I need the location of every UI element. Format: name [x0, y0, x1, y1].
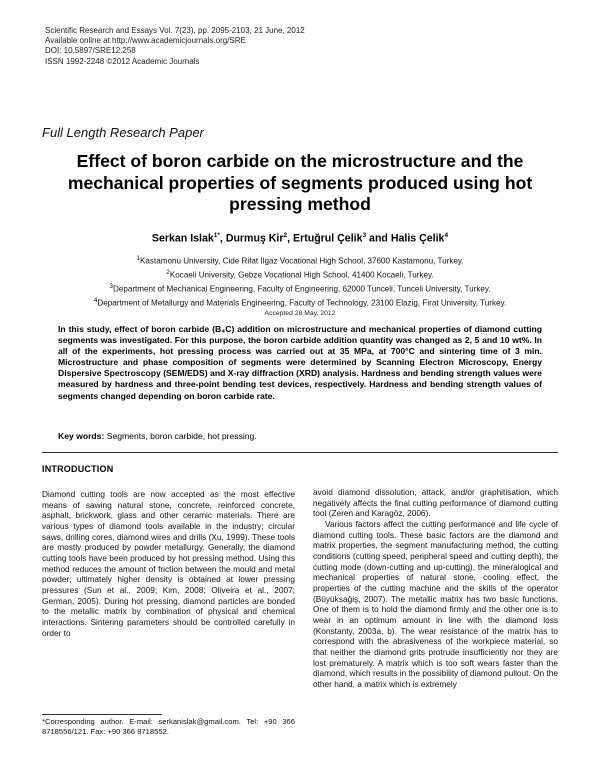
body-paragraph: avoid diamond dissolution, attack, and/or graphitisation, which negatively affects the final cutting performance of diamond cutting tool (Zeren and Karagöz, 2006). — [313, 487, 558, 519]
affiliation — [30, 295, 570, 309]
author-name: Halis Çelik — [390, 232, 445, 245]
keywords-text: Segments, boron carbide, hot pressing. — [104, 431, 257, 441]
affiliation-number: 4 — [93, 296, 98, 304]
journal-citation: Scientific Research and Essays Vol. 7(23), pp. 2095-2103, 21 June, 2012 — [45, 26, 305, 35]
doi: DOI: 10.5897/SRE12.258 — [45, 46, 136, 56]
accepted-date: Accepted 28 May, 2012 — [264, 310, 336, 317]
footnote-divider — [42, 714, 162, 715]
issn: ISSN 1992-2248 ©2012 Academic Journals — [45, 56, 200, 66]
keywords-label: Key words: — [58, 431, 105, 441]
corresponding-author-footnote: *Corresponding author. E-mail: serkanislak@gmail.com. Tel: +90 366 8718556/121. Fax: +90 366 8718552. — [42, 717, 295, 736]
affiliation — [30, 253, 570, 267]
affiliation-number: 2 — [166, 268, 170, 276]
author-list — [40, 232, 560, 245]
author-name: Ertuğrul Çelik — [293, 232, 363, 245]
affiliation-text: Department of Metallurgy and Materials Engineering, Faculty of Technology, 23100 Elazig, Firat University, Turkey. — [97, 298, 507, 308]
author-affiliation-mark: 3 — [362, 232, 367, 239]
affiliation-list — [30, 253, 570, 309]
body-paragraph: Various factors affect the cutting performance and life cycle of diamond cutting tools. These basic factors are the diamond and matrix properties, the segment manufacturing method, the cutting conditions (cutting speed, peripheral speed and cutting depth), the cutting mode (down-cutting and up-cutting), the mineralogical and mechanical properties of natural stone, cooling effect, the properties of the cutting machine and the skills of the operator (Büyüksağiş, 2007). The metallic matrix has two basic functions. One of them is to hold the diamond firmly and the other one is to wear in an optimum amount in line with the diamond loss (Konstanty, 2003a, b). The wear resistance of the matrix has to correspond with the abrasiveness of the workpiece material, so that neither the diamond grits protrude insufficiently nor they are lost prematurely. A matrix which is too soft wears faster than the diamond, which results in the possibility of diamond pullout. On the other hand, a matrix which is extremely — [313, 518, 558, 689]
body-paragraph: Diamond cutting tools are now accepted as the most effective means of sawing natural stone, concrete, reinforced concrete, asphalt, brickwork, glass and other ceramic materials. There are various types of diamond tools available in the industry; circular saws, drilling cores, diamond wires and drills (Xu, 1999). These tools are mostly produced by powder metallurgy. Generally, the diamond cutting tools have been produced by hot pressing method. Using this method reduces the amount of friction between the mould and metal powder; ultimately higher density is obtained at lower pressing pressures (Sun et al., 2009; Kim, 2008; Oliveira et al., 2007; German, 2005). During hot pressing, diamond particles are bonded to the metallic matrix by combination of physical and chemical interactions. Sintering parameters should be controlled carefully in order to — [42, 489, 295, 638]
author-separator: , — [287, 232, 294, 245]
author-separator: and — [366, 232, 391, 245]
section-heading-introduction: INTRODUCTION — [42, 464, 114, 474]
paper-type: Full Length Research Paper — [42, 125, 204, 140]
affiliation-text: Kastamonu University, Cide Rifat Ilgaz Vocational High School, 37600 Kastamonu, Turkey. — [140, 256, 464, 266]
affiliation-text: Department of Mechanical Engineering, Faculty of Engineering, 62000 Tunceli, Tunceli University, Turkey. — [113, 284, 491, 294]
left-column — [42, 489, 295, 638]
affiliation-number: 1 — [136, 255, 140, 262]
section-divider — [42, 452, 558, 453]
author-name: Serkan Islak — [151, 232, 214, 245]
paper-title: Effect of boron carbide on the microstructure and the mechanical properties of segments produced using hot pressing method — [67, 151, 533, 214]
abstract: In this study, effect of boron carbide (B₄C) addition on microstructure and mechanical properties of diamond cutting segments was investigated. For this purpose, the boron carbide addition quantity was changed as 2, 5 and 10 wt%. In all of the experiments, hot pressing process was carried out at 35 MPa, at 700°C and sintering time of 3 min. Microstructure and phase composition of segments were determined by Scanning Electron Microscopy, Energy Dispersive Spectroscopy (SEM/EDS) and X-ray diffraction (XRD) analysis. Hardness and bending strength values were measured by hardness and three-point bending test devices, respectively. Hardness and bending strength values of segments changed depending on boron carbide rate. — [58, 324, 542, 401]
author-separator: , — [219, 232, 226, 245]
journal-url: Available online at http://www.academicjournals.org/SRE — [45, 36, 246, 46]
journal-header — [45, 26, 305, 67]
author-affiliation-mark: 4 — [444, 232, 449, 239]
right-column — [313, 487, 558, 689]
author-affiliation-mark: 2 — [283, 232, 288, 239]
affiliation-text: Kocaeli University, Gebze Vocational High School, 41400 Kocaeli, Turkey. — [169, 270, 434, 280]
affiliation — [30, 267, 570, 281]
keywords — [58, 431, 257, 441]
author-name: Durmuş Kir — [225, 232, 284, 245]
affiliation-number: 3 — [109, 282, 113, 290]
affiliation — [30, 281, 570, 295]
author-affiliation-mark: 1* — [213, 232, 220, 239]
